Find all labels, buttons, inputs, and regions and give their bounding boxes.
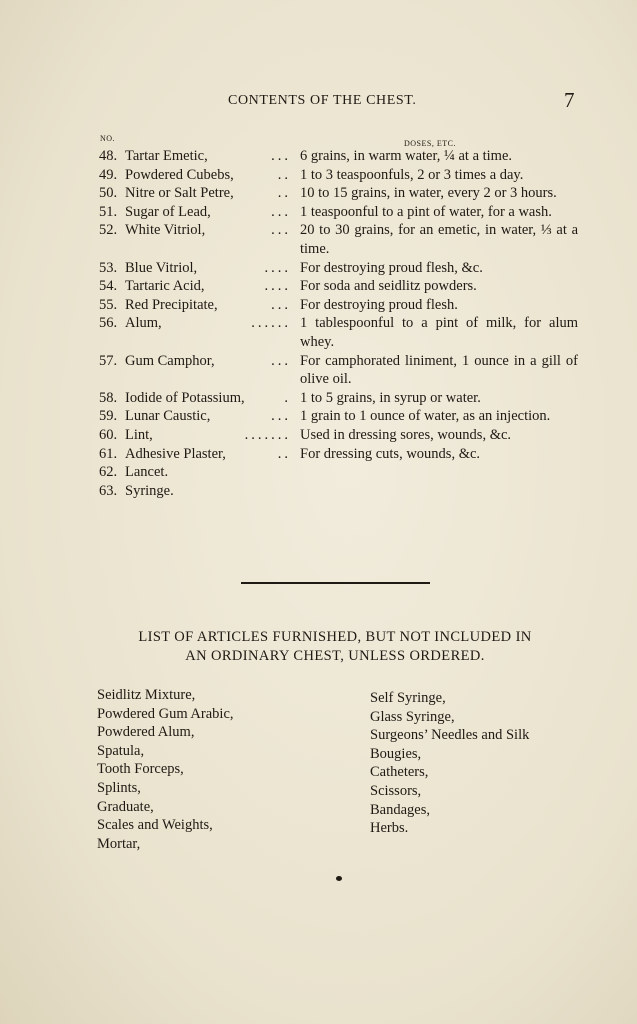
item-number: 55. bbox=[99, 296, 118, 313]
article-item: Powdered Gum Arabic, bbox=[97, 705, 234, 722]
list-item bbox=[0, 314, 637, 351]
item-name: Iodide of Potassium, bbox=[125, 389, 245, 406]
item-number: 52. bbox=[99, 222, 118, 239]
item-dose: 1 teaspoonful to a pint of water, for a wash. bbox=[300, 203, 552, 220]
item-dose: Used in dressing sores, wounds, &c. bbox=[300, 426, 512, 443]
item-dose: For soda and seidlitz powders. bbox=[300, 278, 477, 295]
item-name: Blue Vitriol, bbox=[125, 259, 198, 276]
item-name: Lint, bbox=[125, 426, 153, 443]
item-dose: 1 to 3 teaspoonfuls, 2 or 3 times a day. bbox=[300, 166, 524, 183]
leader-dots: .. bbox=[277, 185, 291, 202]
item-name: Alum, bbox=[125, 315, 162, 332]
item-name: Sugar of Lead, bbox=[125, 203, 211, 220]
item-number: 54. bbox=[99, 278, 118, 295]
item-dose bbox=[300, 482, 578, 501]
item-number: 58. bbox=[99, 389, 118, 406]
item-name: Gum Camphor, bbox=[125, 352, 215, 369]
article-item: Splints, bbox=[97, 779, 141, 796]
leader-dots: ... bbox=[271, 148, 291, 164]
article-item: Spatula, bbox=[97, 742, 145, 759]
item-name: White Vitriol, bbox=[125, 222, 206, 239]
item-name: Tartaric Acid, bbox=[125, 278, 205, 295]
article-item: Glass Syringe, bbox=[370, 708, 455, 725]
article-item: Catheters, bbox=[370, 764, 429, 781]
article-item: Scissors, bbox=[370, 782, 422, 799]
item-number: 61. bbox=[99, 445, 118, 462]
list-item bbox=[0, 259, 637, 278]
item-dose: 1 to 5 grains, in syrup or water. bbox=[300, 389, 481, 406]
article-item: Graduate, bbox=[97, 798, 154, 815]
list-item bbox=[0, 203, 637, 222]
item-dose: For dressing cuts, wounds, &c. bbox=[300, 445, 481, 462]
contents-list bbox=[0, 147, 637, 500]
list-item bbox=[0, 463, 637, 482]
section-heading bbox=[90, 628, 580, 666]
leader-dots: . bbox=[284, 389, 291, 406]
leader-dots: .... bbox=[264, 259, 291, 276]
article-item: Seidlitz Mixture, bbox=[97, 687, 196, 703]
articles-right-column bbox=[370, 689, 529, 838]
item-number: 48. bbox=[99, 148, 118, 164]
item-number: 53. bbox=[99, 259, 118, 276]
leader-dots: ... bbox=[271, 352, 291, 369]
item-dose: 1 tablespoonful to a pint of milk, for alum whey. bbox=[300, 315, 578, 350]
item-dose: 10 to 15 grains, in water, every 2 or 3 hours. bbox=[300, 185, 557, 202]
item-name: Syringe. bbox=[125, 482, 174, 499]
item-dose: For destroying proud flesh. bbox=[300, 296, 458, 313]
item-number: 59. bbox=[99, 408, 118, 425]
item-dose: For destroying proud flesh, &c. bbox=[300, 259, 483, 276]
leader-dots: ....... bbox=[244, 426, 291, 443]
list-item bbox=[0, 184, 637, 203]
section-heading-line-1: LIST OF ARTICLES FURNISHED, BUT NOT INCLUDED IN bbox=[138, 629, 532, 645]
leader-dots: ... bbox=[271, 203, 291, 220]
list-item bbox=[0, 426, 637, 445]
article-item: Surgeons’ Needles and Silk bbox=[370, 727, 530, 744]
list-item bbox=[0, 166, 637, 185]
item-name: Nitre or Salt Petre, bbox=[125, 185, 234, 202]
leader-dots: ... bbox=[271, 408, 291, 425]
item-number: 50. bbox=[99, 185, 118, 202]
list-item bbox=[0, 147, 637, 166]
item-dose: 20 to 30 grains, for an emetic, in water, ⅓ at a time. bbox=[300, 222, 578, 257]
item-name: Lancet. bbox=[125, 464, 169, 481]
column-heading-no: NO. bbox=[100, 134, 116, 143]
articles-left-column bbox=[97, 686, 234, 853]
running-title: CONTENTS OF THE CHEST. bbox=[228, 93, 417, 108]
leader-dots: ... bbox=[271, 296, 291, 313]
item-number: 51. bbox=[99, 203, 118, 220]
item-dose: 1 grain to 1 ounce of water, as an injection. bbox=[300, 408, 551, 425]
item-number: 63. bbox=[99, 482, 118, 499]
column-headings bbox=[0, 134, 637, 146]
article-item: Tooth Forceps, bbox=[97, 761, 184, 778]
article-item: Bandages, bbox=[370, 801, 430, 818]
leader-dots: ...... bbox=[251, 315, 291, 332]
item-name: Red Precipitate, bbox=[125, 296, 218, 313]
list-item bbox=[0, 482, 637, 501]
item-name: Lunar Caustic, bbox=[125, 408, 211, 425]
item-dose bbox=[300, 463, 578, 482]
item-number: 49. bbox=[99, 166, 118, 183]
article-item: Self Syringe, bbox=[370, 690, 446, 706]
list-item bbox=[0, 296, 637, 315]
item-number: 60. bbox=[99, 426, 118, 443]
leader-dots: .... bbox=[264, 278, 291, 295]
item-name: Powdered Cubebs, bbox=[125, 166, 234, 183]
list-item bbox=[0, 352, 637, 389]
page-header bbox=[0, 90, 637, 114]
column-heading-doses: DOSES, ETC. bbox=[404, 139, 456, 148]
item-name: Tartar Emetic, bbox=[125, 148, 208, 164]
list-item bbox=[0, 221, 637, 258]
item-dose: 6 grains, in warm water, ¼ at a time. bbox=[300, 148, 513, 164]
page-number: 7 bbox=[564, 88, 575, 112]
section-divider bbox=[241, 582, 430, 584]
item-number: 62. bbox=[99, 464, 118, 481]
item-number: 56. bbox=[99, 315, 118, 332]
item-name: Adhesive Plaster, bbox=[125, 445, 226, 462]
section-heading-line-2: AN ORDINARY CHEST, UNLESS ORDERED. bbox=[185, 648, 485, 664]
item-dose: For camphorated liniment, 1 ounce in a gill of olive oil. bbox=[300, 352, 578, 388]
article-item: Bougies, bbox=[370, 745, 422, 762]
leader-dots: ... bbox=[271, 222, 291, 239]
leader-dots: .. bbox=[277, 166, 291, 183]
ink-blot bbox=[336, 876, 342, 881]
item-number: 57. bbox=[99, 352, 118, 369]
list-item bbox=[0, 445, 637, 464]
article-item: Mortar, bbox=[97, 835, 141, 852]
article-item: Powdered Alum, bbox=[97, 724, 195, 741]
leader-dots: .. bbox=[277, 445, 291, 462]
list-item bbox=[0, 389, 637, 408]
list-item bbox=[0, 407, 637, 426]
article-item: Herbs. bbox=[370, 820, 409, 837]
article-item: Scales and Weights, bbox=[97, 817, 213, 834]
list-item bbox=[0, 277, 637, 296]
